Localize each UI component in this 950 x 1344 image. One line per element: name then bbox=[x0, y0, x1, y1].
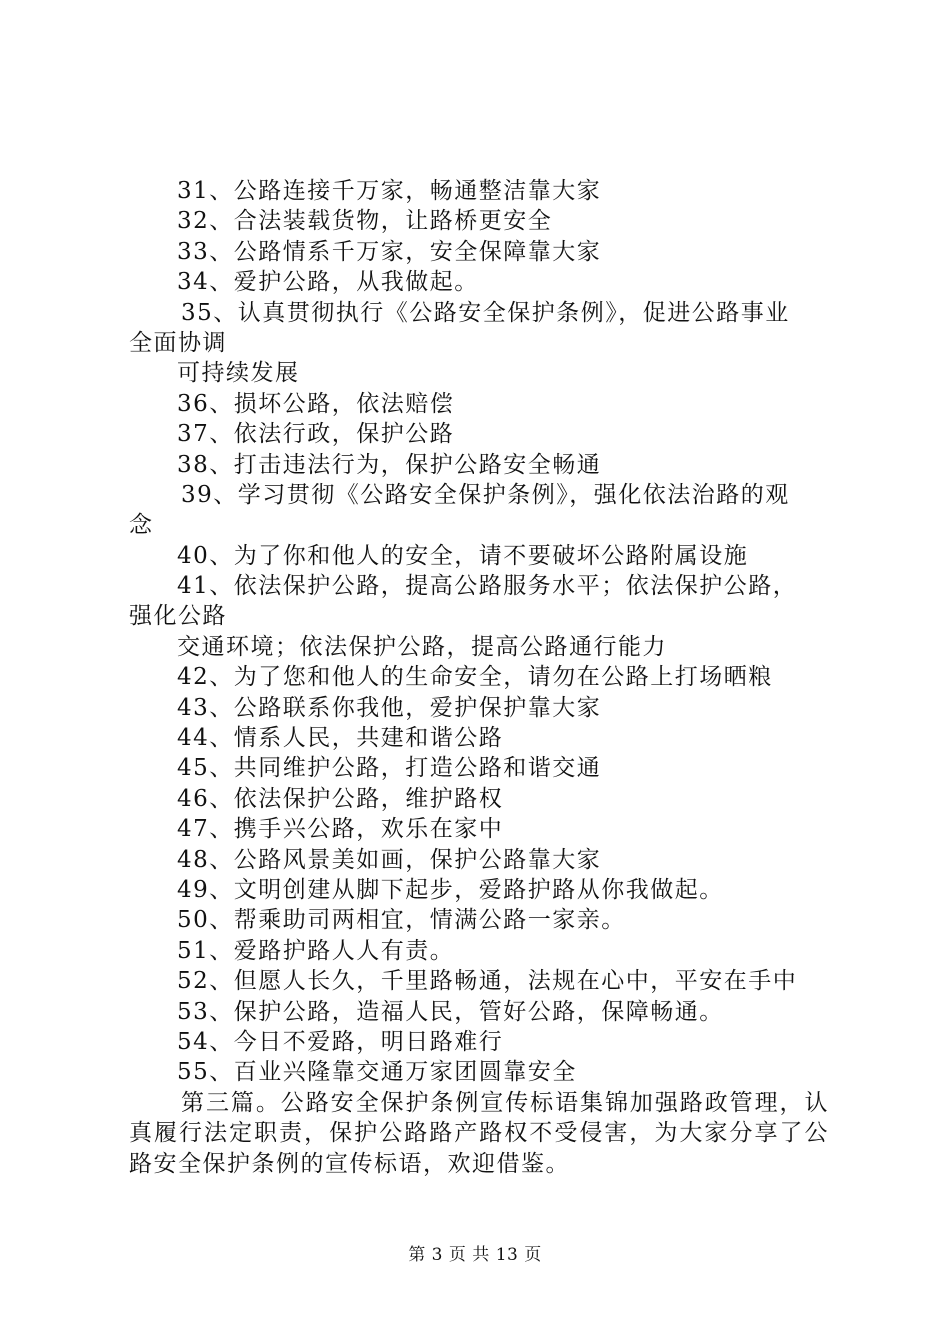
document-line: 35、认真贯彻执行《公路安全保护条例》，促进公路事业 bbox=[181, 299, 790, 326]
document-line: 40、为了你和他人的安全，请不要破坏公路附属设施 bbox=[177, 542, 749, 569]
document-line: 43、公路联系你我他，爱护保护靠大家 bbox=[177, 694, 602, 721]
document-line: 33、公路情系千万家，安全保障靠大家 bbox=[177, 238, 602, 265]
document-line: 交通环境；依法保护公路，提高公路通行能力 bbox=[177, 633, 667, 660]
document-line: 41、依法保护公路，提高公路服务水平；依法保护公路， bbox=[177, 573, 798, 600]
document-line: 31、公路连接千万家，畅通整洁靠大家 bbox=[177, 178, 602, 204]
document-line: 54、今日不爱路，明日路难行 bbox=[177, 1028, 504, 1055]
document-line: 44、情系人民，共建和谐公路 bbox=[177, 725, 504, 752]
document-line: 念 bbox=[129, 512, 154, 539]
document-line: 48、公路风景美如画，保护公路靠大家 bbox=[177, 846, 602, 873]
document-line: 50、帮乘助司两相宜，情满公路一家亲。 bbox=[177, 907, 626, 934]
closing-paragraph: 第三篇。公路安全保护条例宣传标语集锦加强路政管理，认真履行法定职责，保护公路路产路权不受侵害，为大家分享了公路安全保护条例的宣传标语，欢迎借鉴。 bbox=[129, 1089, 829, 1177]
document-line: 49、文明创建从脚下起步，爱路护路从你我做起。 bbox=[177, 876, 724, 903]
document-line: 46、依法保护公路，维护路权 bbox=[177, 785, 504, 812]
document-line: 55、百业兴隆靠交通万家团圆靠安全 bbox=[177, 1059, 577, 1086]
document-line: 强化公路 bbox=[129, 603, 227, 630]
document-line: 36、损坏公路，依法赔偿 bbox=[177, 390, 455, 417]
document-line: 52、但愿人长久，千里路畅通，法规在心中，平安在手中 bbox=[177, 968, 798, 995]
document-body bbox=[129, 176, 829, 1179]
document-line: 37、依法行政，保护公路 bbox=[177, 421, 455, 448]
slogan-list bbox=[129, 176, 829, 1088]
document-line: 39、学习贯彻《公路安全保护条例》，强化依法治路的观 bbox=[181, 481, 790, 508]
document-line: 全面协调 bbox=[129, 329, 227, 356]
page-number-footer: 第 3 页 共 13 页 bbox=[408, 1245, 542, 1265]
document-line: 34、爱护公路，从我做起。 bbox=[177, 269, 479, 296]
document-line: 42、为了您和他人的生命安全，请勿在公路上打场晒粮 bbox=[177, 664, 773, 691]
document-line: 47、携手兴公路，欢乐在家中 bbox=[177, 816, 504, 843]
document-line: 45、共同维护公路，打造公路和谐交通 bbox=[177, 755, 602, 782]
document-line: 51、爱路护路人人有责。 bbox=[177, 937, 455, 964]
document-line: 可持续发展 bbox=[177, 360, 300, 387]
document-line: 38、打击违法行为，保护公路安全畅通 bbox=[177, 451, 602, 478]
document-line: 53、保护公路，造福人民，管好公路，保障畅通。 bbox=[177, 998, 724, 1025]
document-line: 32、合法装载货物，让路桥更安全 bbox=[177, 208, 553, 235]
